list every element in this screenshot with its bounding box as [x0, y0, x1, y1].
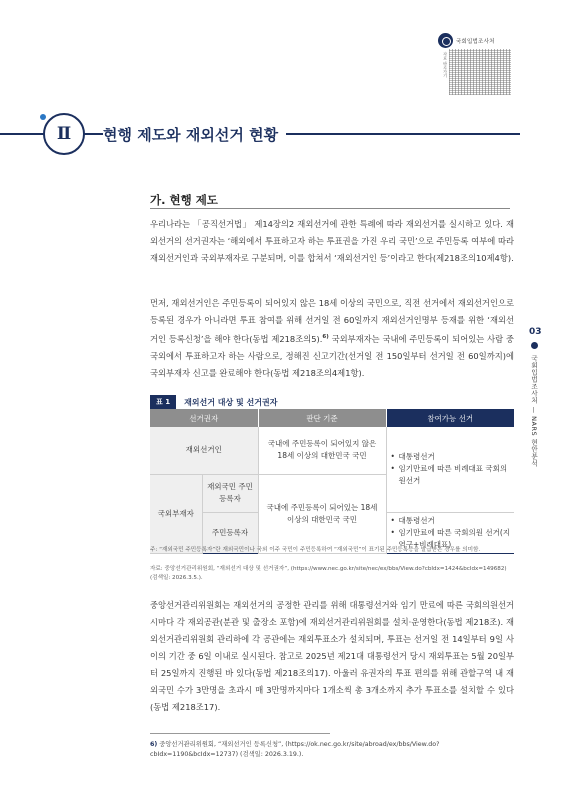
cell-voter-overseas-elections [386, 427, 514, 512]
cell-voter-overseas-criteria: 국내에 주민등록이 되어있지 않은 18세 이상의 대한민국 국민 [258, 427, 386, 474]
section-dot-icon [40, 114, 46, 120]
brand [438, 33, 495, 48]
footnote-rule [150, 733, 330, 734]
paragraph-2-text-after: 국외부재자는 국내에 주민등록이 되어있는 사람 중 국외에서 투표하고자 하는 사람으로, 정해진 신고기간(선거일 전 150일부터 선거일 전 60일까지)에 국외부재자 신고를 완료해야 한다(동법 제218조의4제1항). [150, 333, 515, 378]
section-number: Ⅱ [56, 124, 72, 144]
org-name: 국회입법조사처 [456, 38, 495, 45]
qr-caption: 자료 바로가기 [443, 52, 448, 78]
header-elections: 참여가능 선거 [386, 409, 514, 427]
footnote-text[interactable]: 중앙선거관리위원회, “재외선거인 등록신청”, (https://ok.nec.go.kr/site/abroad/ex/bbs/View.do?cbIdx=1190&bcIdx=12737) (검색일: 2026.3.19.). [150, 741, 440, 758]
cell-voter-overseas: 재외선거인 [150, 427, 258, 474]
cell-absentee-criteria: 국내에 주민등록이 되어있는 18세 이상의 대한민국 국민 [258, 474, 386, 553]
header-voter: 선거권자 [150, 409, 258, 427]
qr-code-icon[interactable] [449, 49, 511, 95]
list-item: • 대통령선거 [391, 451, 511, 463]
cell-absentee-sub2: 주민등록자 [202, 512, 258, 553]
section-number-badge [43, 113, 85, 155]
page-number: 03 [529, 327, 542, 337]
subsection-rule [150, 208, 510, 209]
table-source[interactable]: 자료: 중앙선거관리위원회, “재외선거 대상 및 선거권자”, (https://www.nec.go.kr/site/nec/ex/bbs/View.do?cbIdx=1424&bcIdx=149682) (검색일: 2026.3.5.). [150, 566, 507, 581]
nars-logo-icon [438, 33, 453, 48]
table-header-row [150, 409, 514, 427]
paragraph-1: 우리나라는 「공직선거법」 제14장의2 재외선거에 관한 특례에 따라 재외선거를 실시하고 있다. 재외선거의 선거권자는 ‘해외에서 투표하고자 하는 투표권을 가진 우리 국민’으로 주민등록 여부에 따라 재외선거인과 국외부재자로 구분되며, 이를 합쳐서 ‘재외선거인 등’이라고 한다(제218조의10제4항). [150, 219, 514, 263]
subsection-title: 가. 현행 제도 [150, 193, 218, 207]
footnote-number: 6) [150, 741, 158, 748]
table-row [150, 427, 514, 474]
voter-table [150, 409, 514, 554]
list-item: • 임기만료에 따른 국회의원 선거(지역구+비례대표) [391, 527, 511, 551]
cell-absentee-group: 국외부재자 [150, 474, 202, 553]
footnote-ref[interactable]: 6) [322, 334, 329, 340]
list-item: • 임기만료에 따른 비례대표 국회의원선거 [391, 463, 511, 487]
page-dot-icon [531, 342, 538, 349]
table-badge: 표 1 [150, 395, 176, 409]
cell-absentee-sub1: 재외국민 주민등록자 [202, 474, 258, 512]
paragraph-2 [150, 295, 514, 382]
table-title: 재외선거 대상 및 선거권자 [184, 397, 278, 407]
table-caption [150, 395, 277, 409]
table-note: 주: “재외국민 주민등록자”란 재외국민이나 국외 이주 국민이 주민등록하여 “재외국민”이 표기된 주민등록증을 발급받은 경우를 의미함. [150, 547, 481, 553]
header-criteria: 판단 기준 [258, 409, 386, 427]
footnote [150, 740, 514, 760]
list-item: • 대통령선거 [391, 515, 511, 527]
paragraph-2-text: 먼저, 재외선거인은 주민등록이 되어있지 않은 18세 이상의 국민으로, 직전 선거에서 재외선거인으로 등록된 경우가 아니라면 투표 참여를 위해 선거일 전 60일까지 재외선거인명부 등재를 위한 ‘재외선거인 등록신청’을 해야 한다(동법 제218조의5). [150, 298, 514, 344]
paragraph-3: 중앙선거관리위원회는 재외선거의 공정한 관리를 위해 대통령선거와 임기 만료에 따른 국회의원선거 시마다 각 재외공관(분관 및 출장소 포함)에 재외선거관리위원회를 설치·운영한다(동법 제218조). 재외선거관리위원회 관리하에 각 공관에는 재외투표소가 설치되며, 투표는 선거일 전 14일부터 9일 사이의 기간 중 6일 이내로 실시된다. 참고로 2025년 제21대 대통령선거 당시 재외투표는 5월 20일부터 25일까지 진행된 바 있다(동법 제218조의17). 아울러 유권자의 투표 편의를 위해 관할구역 내 재외국민 수가 3만명을 초과시 매 3만명까지마다 1개소씩 총 3개소까지 추가 투표소를 설치할 수 있다(동법 제218조17). [150, 600, 514, 712]
side-running-title: 국회입법조사처 — NARS 현안분석 [530, 355, 538, 467]
section-title: 현행 제도와 재외선거 현황 [103, 124, 286, 145]
